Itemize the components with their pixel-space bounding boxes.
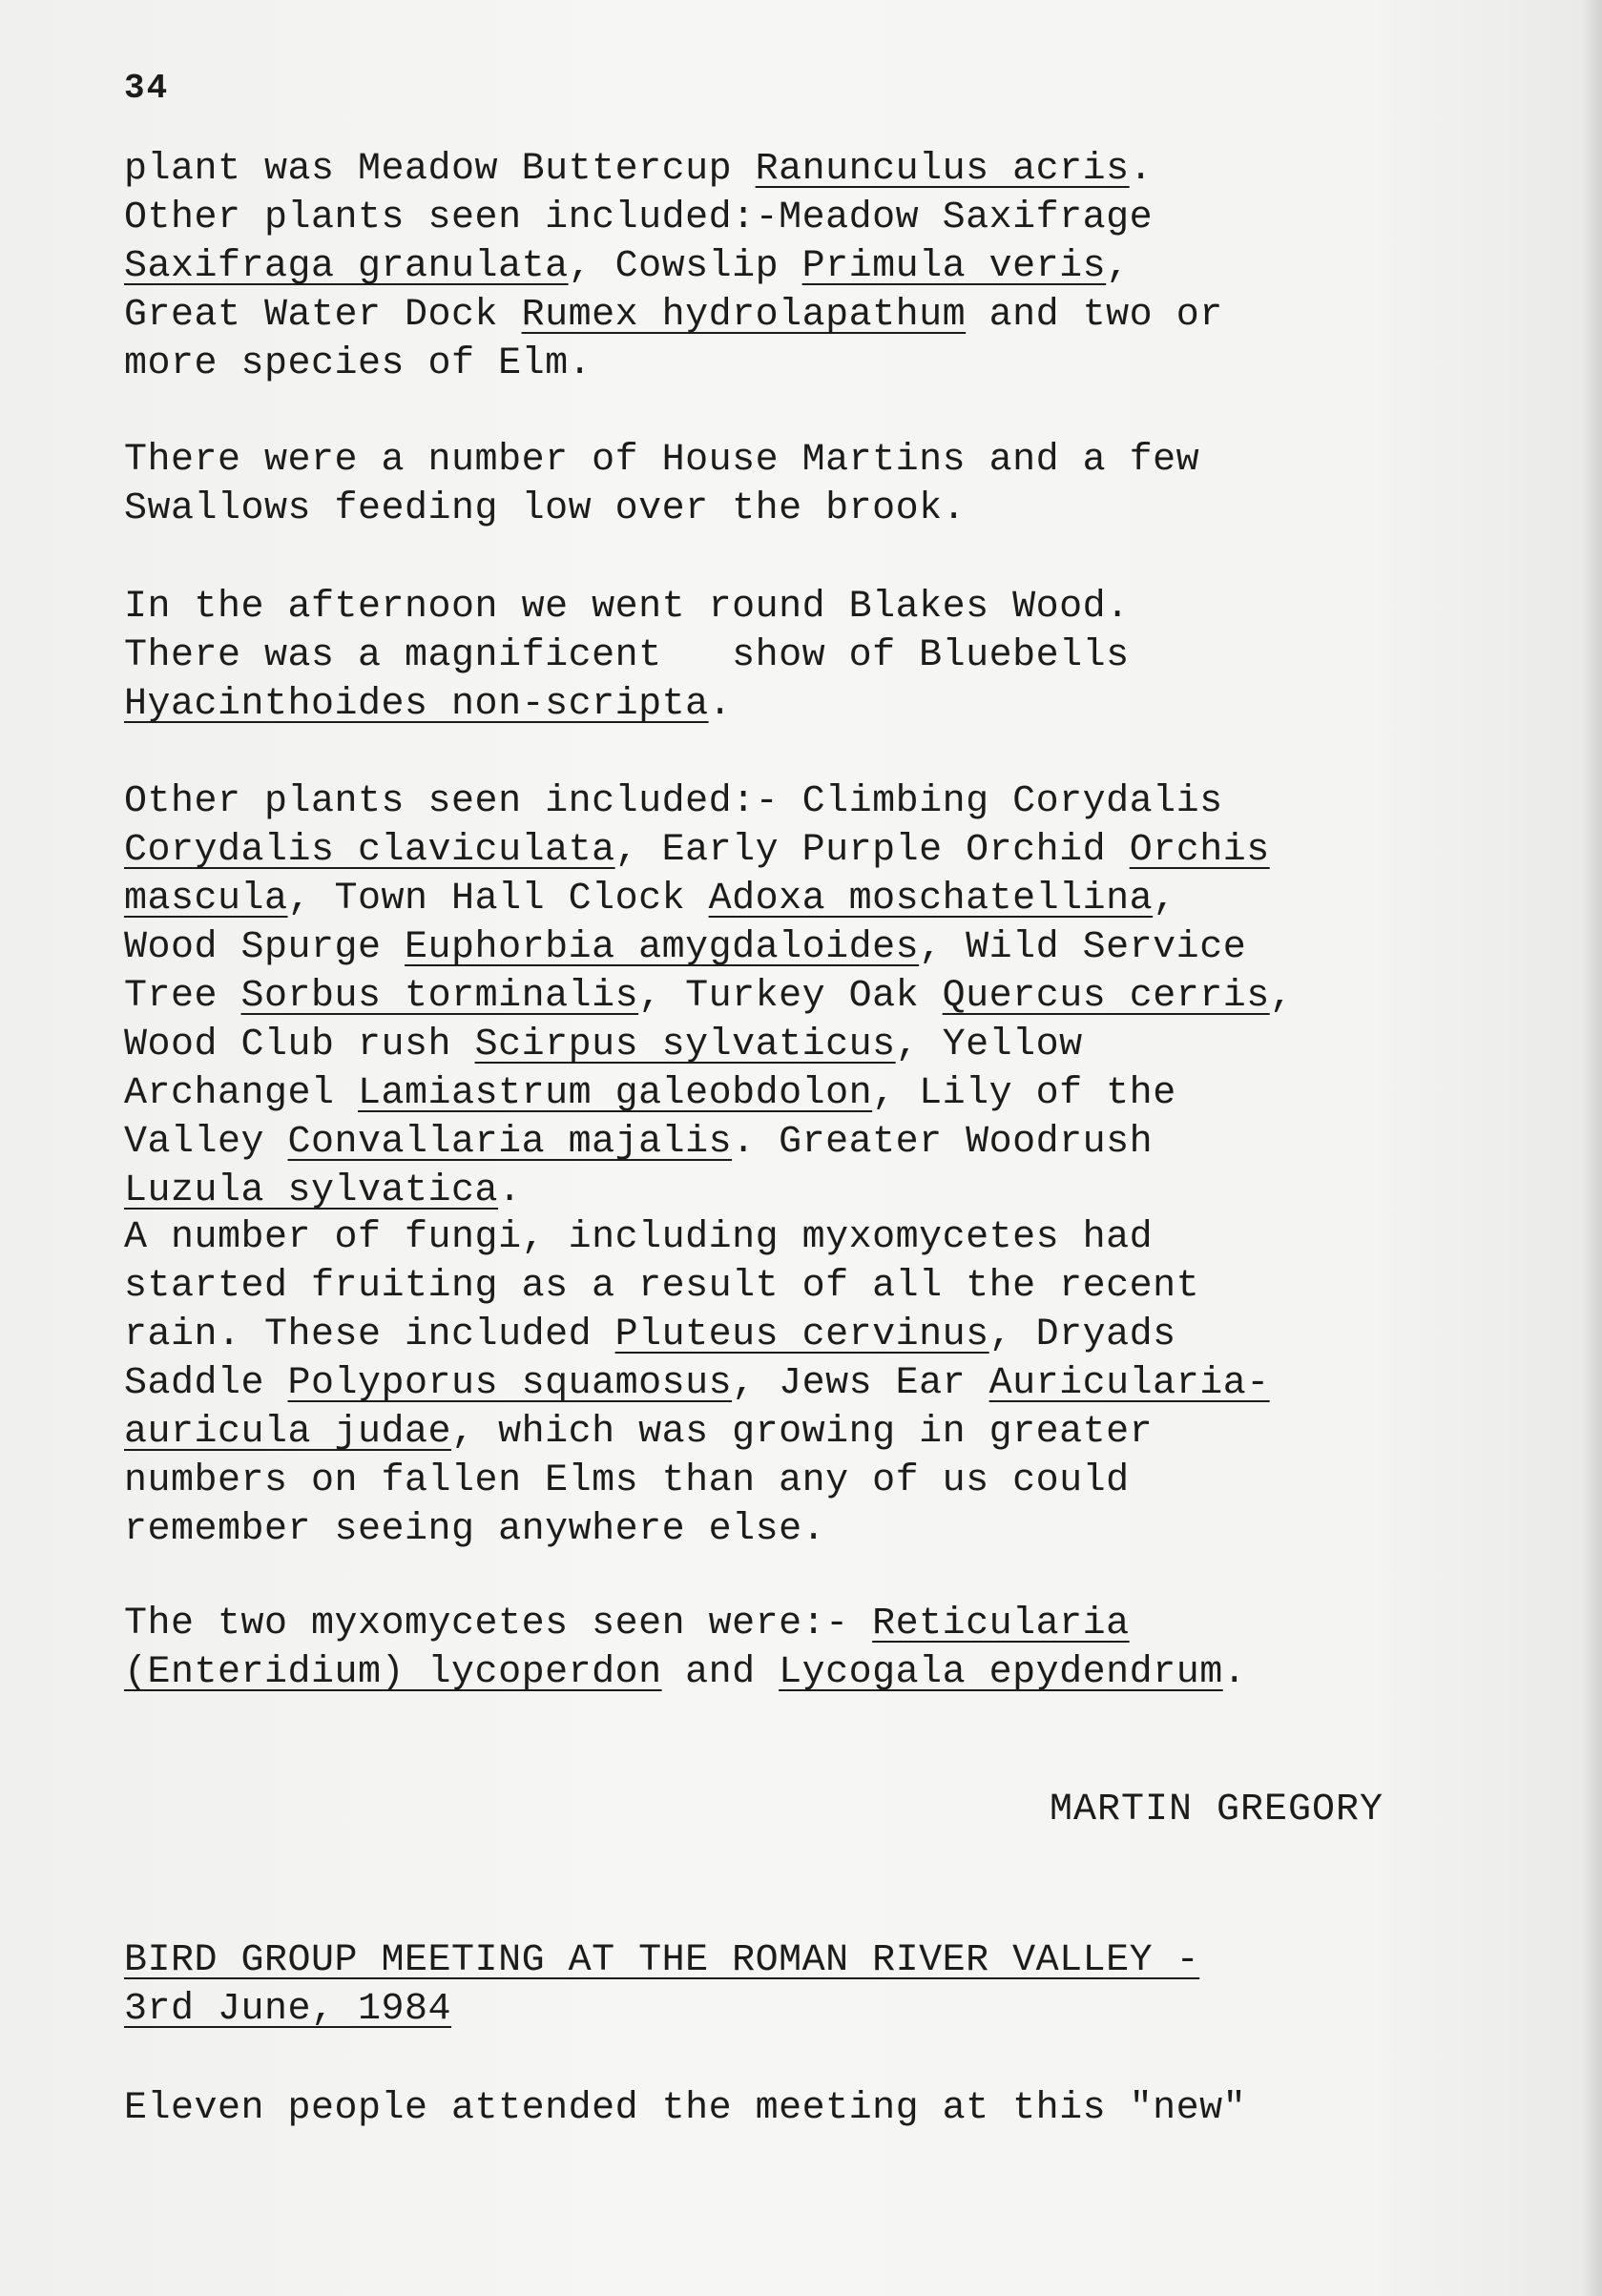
species-name: Polyporus squamosus	[287, 1362, 733, 1405]
text-line: Corydalis claviculata, Early Purple Orchid Orchis	[124, 829, 1270, 872]
text-line: remember seeing anywhere else.	[124, 1508, 826, 1551]
text-line: There were a number of House Martins and a few	[124, 439, 1200, 482]
text-line: Valley Convallaria majalis. Greater Woodrush	[124, 1121, 1154, 1164]
text-line: plant was Meadow Buttercup Ranunculus acris.	[124, 148, 1154, 191]
text-line: Wood Spurge Euphorbia amygdaloides, Wild Service	[124, 926, 1247, 969]
text-line: numbers on fallen Elms than any of us could	[124, 1459, 1130, 1502]
text-line: Hyacinthoides non-scripta.	[124, 683, 733, 726]
species-name: Convallaria majalis	[287, 1121, 733, 1164]
heading-line: BIRD GROUP MEETING AT THE ROMAN RIVER VALLEY -	[124, 1939, 1200, 1982]
species-name: mascula	[124, 878, 288, 920]
text-line: Wood Club rush Scirpus sylvaticus, Yellow	[124, 1024, 1083, 1066]
text-line: Luzula sylvatica.	[124, 1169, 522, 1212]
text-line: There was a magnificent show of Bluebells	[124, 634, 1130, 677]
page-number: 34	[124, 69, 170, 108]
text-line: started fruiting as a result of all the recent	[124, 1265, 1200, 1308]
text-line: auricula judae, which was growing in greater	[124, 1411, 1154, 1454]
species-name: Lamiastrum galeobdolon	[358, 1072, 873, 1115]
text-line: In the afternoon we went round Blakes Wood.	[124, 586, 1130, 629]
text-line: The two myxomycetes seen were:- Reticularia	[124, 1603, 1130, 1645]
species-name: Quercus cerris	[942, 975, 1270, 1018]
heading-line: 3rd June, 1984	[124, 1988, 452, 2031]
text-line: mascula, Town Hall Clock Adoxa moschatellina,	[124, 878, 1176, 920]
paragraph-attendance	[124, 2084, 1246, 2133]
text-line: rain. These included Pluteus cervinus, Dryads	[124, 1313, 1176, 1356]
species-name: Euphorbia amygdaloides	[405, 926, 920, 969]
species-name: auricula judae	[124, 1411, 452, 1454]
paragraph-blakes-wood	[124, 583, 1130, 729]
species-name: Pluteus cervinus	[614, 1313, 989, 1356]
species-name: Ranunculus acris	[755, 148, 1130, 191]
species-name: Auricularia-	[988, 1362, 1270, 1405]
species-name: Rumex hydrolapathum	[521, 294, 967, 337]
paragraph-house-martins	[124, 436, 1199, 533]
text-line: Eleven people attended the meeting at this "new"	[124, 2087, 1247, 2130]
text-line: Archangel Lamiastrum galeobdolon, Lily of the	[124, 1072, 1176, 1115]
species-name: Saxifraga granulata	[124, 245, 569, 288]
text-line: Great Water Dock Rumex hydrolapathum and two or	[124, 294, 1223, 337]
paragraph-myxomycetes	[124, 1600, 1246, 1697]
author-signature: MARTIN GREGORY	[1050, 1789, 1384, 1831]
species-name: Adoxa moschatellina	[708, 878, 1154, 920]
species-name: Lycogala epydendrum	[779, 1651, 1223, 1694]
species-name: Sorbus torminalis	[240, 975, 639, 1018]
species-name: Luzula sylvatica	[124, 1169, 499, 1212]
species-name: Orchis	[1129, 829, 1270, 872]
text-line: Other plants seen included:- Climbing Corydalis	[124, 780, 1223, 823]
species-name: (Enteridium) lycoperdon	[124, 1651, 662, 1694]
text-line: Saxifraga granulata, Cowslip Primula veris,	[124, 245, 1130, 288]
text-line: Saddle Polyporus squamosus, Jews Ear Auricularia-	[124, 1362, 1270, 1405]
page-edge-shadow	[1581, 0, 1602, 2296]
paragraph-fungi	[124, 1213, 1270, 1554]
text-line: Tree Sorbus torminalis, Turkey Oak Quercus cerris,	[124, 975, 1294, 1018]
species-name: Reticularia	[872, 1603, 1130, 1645]
paragraph-plants-meadow	[124, 145, 1223, 388]
paragraph-other-plants	[124, 777, 1293, 1215]
species-name: Hyacinthoides non-scripta	[124, 683, 709, 726]
species-name: Primula veris	[801, 245, 1107, 288]
section-heading	[124, 1936, 1199, 2034]
text-line: (Enteridium) lycoperdon and Lycogala epydendrum.	[124, 1651, 1247, 1694]
text-line: A number of fungi, including myxomycetes had	[124, 1216, 1154, 1259]
text-line: Swallows feeding low over the brook.	[124, 487, 967, 530]
species-name: Corydalis claviculata	[124, 829, 615, 872]
text-line: Other plants seen included:-Meadow Saxifrage	[124, 197, 1154, 239]
text-line: more species of Elm.	[124, 342, 593, 385]
species-name: Scirpus sylvaticus	[474, 1024, 896, 1066]
